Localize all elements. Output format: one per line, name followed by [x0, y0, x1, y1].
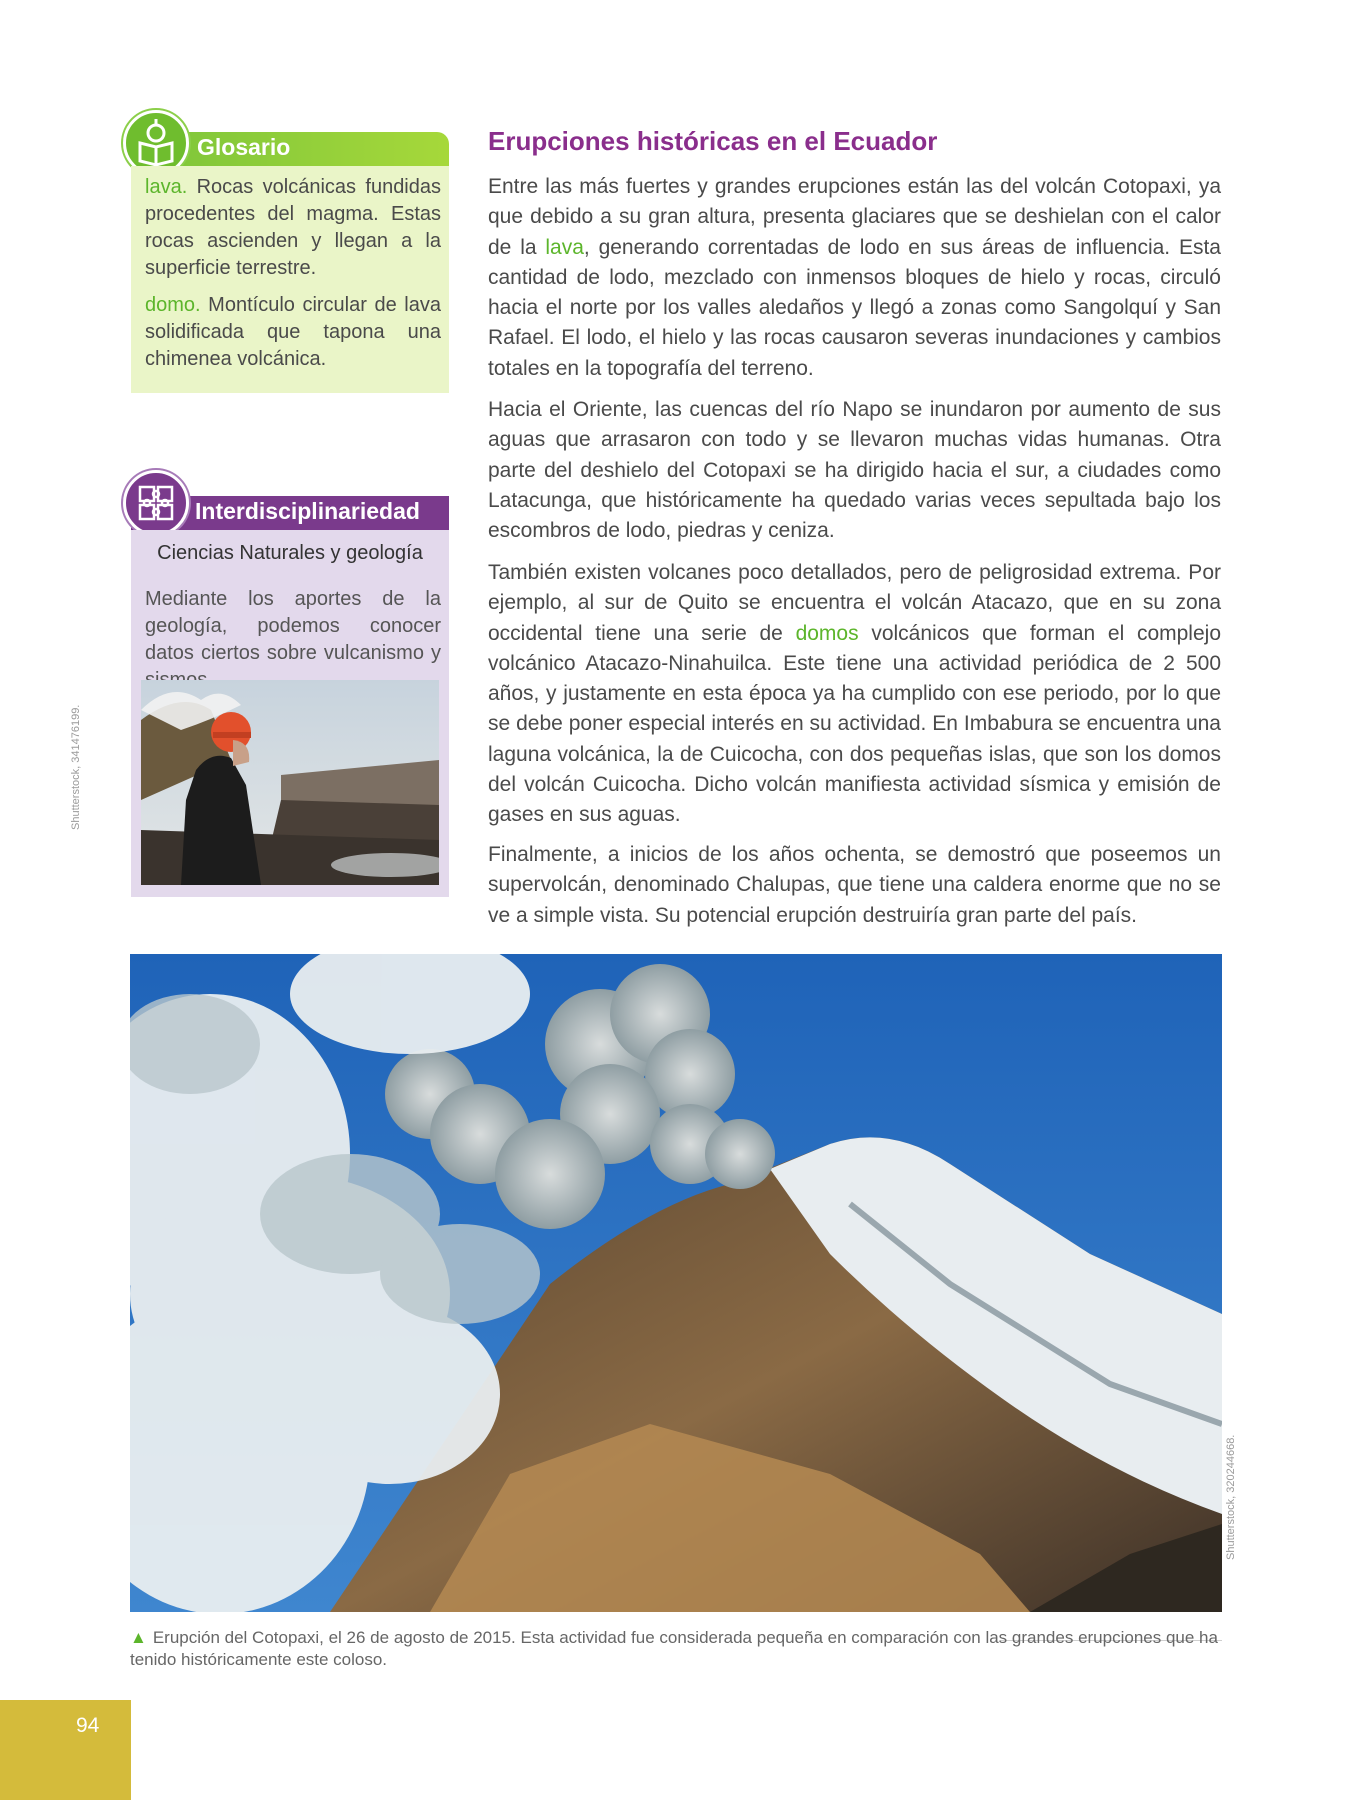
- glosario-title: Glosario: [197, 134, 291, 160]
- cotopaxi-eruption-photo: [130, 954, 1222, 1612]
- glossary-term-link: domos: [795, 621, 859, 645]
- glossary-term-link: lava: [545, 235, 584, 259]
- puzzle-icon: [123, 470, 189, 536]
- paragraph-text: , generando correntadas de lodo en sus áreas de influencia. Esta cantidad de lodo, mezclado con inmensos bloques de hielo y rocas, circuló hacia el norte por los valles aledaños y llegó a zonas como Sangolquí y San Rafael. El lodo, el hielo y las rocas causaron severas inundaciones y cambios totales en la topografía del terreno.: [488, 235, 1221, 380]
- interdisciplinariedad-subtitle: Ciencias Naturales y geología: [157, 542, 423, 564]
- article-paragraph-3: [488, 558, 1221, 831]
- glossary-definition: Montículo circular de lava solidificada que tapona una chimenea volcánica.: [145, 294, 441, 370]
- glossary-definition: Rocas volcánicas fundidas procedentes del magma. Estas rocas ascienden y llegan a la superficie terrestre.: [145, 176, 441, 279]
- interdisciplinariedad-title: Interdisciplinariedad: [195, 498, 420, 524]
- photo-credit: Shutterstock, 320244668.: [1225, 1434, 1237, 1560]
- glossary-entry-domo: [145, 292, 441, 373]
- photo-caption: [130, 1627, 1222, 1671]
- glosario-box: [131, 118, 449, 393]
- page-number-tab: [0, 1700, 131, 1800]
- photo-credit: Shutterstock, 341476199.: [70, 704, 82, 830]
- article-title: Erupciones históricas en el Ecuador: [488, 126, 938, 156]
- paragraph-text: Entre las más fuertes y grandes erupciones están las del volcán Cotopaxi, ya que debido a su gran altura, presenta glaciares que se deshielan con el calor de la: [488, 175, 1221, 259]
- geologist-photo: [141, 680, 439, 885]
- glosario-body: [131, 166, 449, 393]
- glossary-term: lava.: [145, 176, 188, 198]
- paragraph-text: volcánicos que forman el complejo volcánico Atacazo-Ninahuilca. Este tiene una actividad periódica de 2 500 años, y justamente en esta época ya ha cumplido con ese periodo, por lo que se debe poner especial interés en su actividad. En Imbabura se encuentra una laguna volcánica, la de Cuicocha, con dos pequeñas islas, que son los domos del volcán Cuicocha. Dicho volcán manifiesta actividad sísmica y emisión de gases en sus aguas.: [488, 621, 1221, 827]
- article-paragraph-1: [488, 172, 1221, 384]
- interdisciplinariedad-box: [131, 472, 449, 897]
- article-paragraph-4: Finalmente, a inicios de los años ochenta, se demostró que poseemos un supervolcán, denominado Chalupas, que tiene una caldera enorme que no se ve a simple vista. Su potencial erupción destruiría gran parte del país.: [488, 843, 1221, 927]
- caption-text: Erupción del Cotopaxi, el 26 de agosto de 2015. Esta actividad fue considerada pequeña en comparación con las grandes erupciones que ha tenido históricamente este coloso.: [130, 1628, 1218, 1669]
- triangle-up-icon: ▲: [130, 1628, 147, 1647]
- article-paragraph-2: Hacia el Oriente, las cuencas del río Napo se inundaron por aumento de sus aguas que arrasaron con todo y se llevaron muchas vidas humanas. Otra parte del deshielo del Cotopaxi se ha dirigido hacia el sur, a ciudades como Latacunga, que históricamente ha quedado varias veces sepultada bajo los escombros de lodo, piedras y ceniza.: [488, 398, 1221, 543]
- glossary-entry-lava: [145, 174, 441, 282]
- glossary-term: domo.: [145, 294, 201, 316]
- interdisciplinariedad-text: Mediante los aportes de la geología, podemos conocer datos ciertos sobre vulcanismo y: [145, 588, 441, 664]
- paragraph-text: También existen volcanes poco detallados, pero de peligrosidad extrema. Por ejemplo, al sur de Quito se encuentra el volcán Atacazo, que en su zona occidental tiene una serie de: [488, 561, 1221, 645]
- page-number: 94: [76, 1714, 100, 1737]
